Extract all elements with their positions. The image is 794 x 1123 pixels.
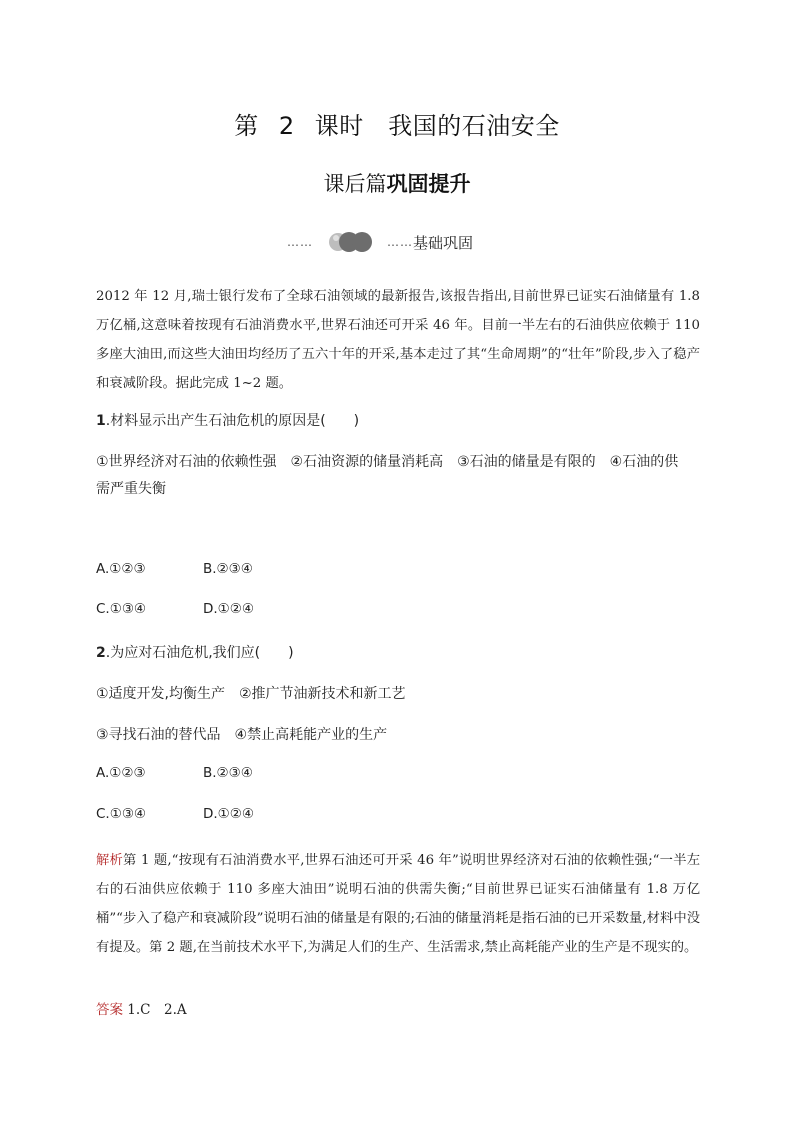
question-1-option-d: D.①②④ (203, 601, 254, 617)
subtitle-bold: 巩固提升 (386, 172, 471, 196)
question-1-number: 1 (96, 413, 106, 429)
question-2-option-a: A.①②③ (96, 765, 146, 781)
page-title: 第 2 课时 我国的石油安全 (234, 112, 560, 140)
analysis-label: 解析 (96, 853, 124, 868)
answer-text: 1.C 2.A (127, 1002, 187, 1018)
answer-label: 答案 (96, 1002, 123, 1018)
question-2-option-b: B.②③④ (203, 765, 253, 781)
page-subtitle (0, 168, 794, 198)
question-1-option-a: A.①②③ (96, 561, 146, 577)
question-2-stem (96, 642, 294, 662)
double-circle-icon (321, 230, 373, 254)
question-2-option-c: C.①③④ (96, 806, 147, 822)
question-2-number: 2 (96, 645, 106, 661)
dots-left: …… (287, 235, 313, 249)
question-1-stem (96, 410, 359, 430)
section-marker (287, 230, 473, 254)
analysis-text: 第 1 题,“按现有石油消费水平,世界石油还可开采 46 年”说明世界经济对石油的依赖性强;“一半左右的石油供应依赖于 110 多座大油田”说明石油的供需失衡;“目前世界已证实石油储量有 1.8 万亿桶”“步入了稳产和衰减阶段”说明石油的储量是有限的;石油的储量消耗是指石油的已开采数量,材料中没有提及。第 2 题,在当前技术水平下,为满足人们的生产、生活需求,禁止高耗能产业的生产是不现实的。 (96, 853, 700, 955)
question-2-option-d: D.①②④ (203, 806, 254, 822)
answer-block (96, 998, 187, 1018)
question-1-items-line2: 需严重失衡 (96, 481, 166, 497)
question-1-text: .材料显示出产生石油危机的原因是( ) (105, 413, 360, 429)
question-1-option-b: B.②③④ (203, 561, 253, 577)
question-2-items-line1: ①适度开发,均衡生产 ②推广节油新技术和新工艺 (96, 686, 406, 702)
reading-passage: 2012 年 12 月,瑞士银行发布了全球石油领域的最新报告,该报告指出,目前世界已证实石油储量有 1.8 万亿桶,这意味着按现有石油消费水平,世界石油还可开采 46 年。目前一半左右的石油供应依赖于 110 多座大油田,而这些大油田均经历了五六十年的开采,基本走过了其“生命周期”的“壮年”阶段,步入了稳产和衰减阶段。据此完成 1~2 题。 (96, 289, 700, 391)
section-label: 基础巩固 (413, 233, 474, 252)
question-2-items-line2: ③寻找石油的替代品 ④禁止高耗能产业的生产 (96, 727, 388, 743)
question-1-items-line1: ①世界经济对石油的依赖性强 ②石油资源的储量消耗高 ③石油的储量是有限的 ④石油的供 (96, 454, 679, 470)
analysis-block (96, 846, 700, 962)
subtitle-normal: 课后篇 (323, 172, 387, 196)
question-2-text: .为应对石油危机,我们应( ) (105, 645, 294, 661)
dots-right: …… (387, 235, 413, 249)
question-1-option-c: C.①③④ (96, 601, 147, 617)
